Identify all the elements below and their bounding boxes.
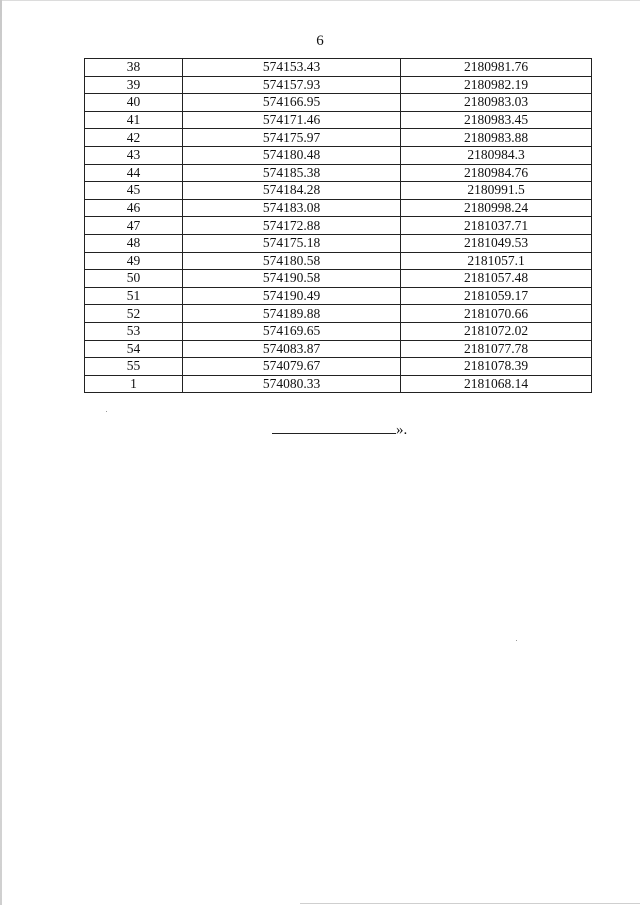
table-row: [85, 146, 592, 164]
x-coordinate-cell: 574166.95: [183, 94, 401, 112]
x-coordinate-cell: 574190.49: [183, 287, 401, 305]
point-number-cell: 42: [85, 129, 183, 147]
y-coordinate-cell: 2180998.24: [401, 199, 592, 217]
table-row: [85, 270, 592, 288]
x-coordinate-cell: 574083.87: [183, 340, 401, 358]
x-coordinate-cell: 574183.08: [183, 199, 401, 217]
table-row: [85, 182, 592, 200]
table-row: [85, 322, 592, 340]
table-row: [85, 199, 592, 217]
point-number-cell: 52: [85, 305, 183, 323]
x-coordinate-cell: 574169.65: [183, 322, 401, 340]
table-row: [85, 59, 592, 77]
point-number-cell: 55: [85, 358, 183, 376]
table-row: [85, 287, 592, 305]
signature-underline: [272, 423, 396, 434]
y-coordinate-cell: 2180991.5: [401, 182, 592, 200]
x-coordinate-cell: 574184.28: [183, 182, 401, 200]
scan-edge-top: [0, 0, 640, 1]
point-number-cell: 50: [85, 270, 183, 288]
point-number-cell: 41: [85, 111, 183, 129]
table-row: [85, 217, 592, 235]
scan-edge-left: [0, 0, 2, 905]
table-row: [85, 234, 592, 252]
x-coordinate-cell: 574171.46: [183, 111, 401, 129]
point-number-cell: 40: [85, 94, 183, 112]
table-row: [85, 358, 592, 376]
x-coordinate-cell: 574157.93: [183, 76, 401, 94]
point-number-cell: 44: [85, 164, 183, 182]
y-coordinate-cell: 2181077.78: [401, 340, 592, 358]
y-coordinate-cell: 2180981.76: [401, 59, 592, 77]
table-row: [85, 305, 592, 323]
point-number-cell: 53: [85, 322, 183, 340]
point-number-cell: 47: [85, 217, 183, 235]
x-coordinate-cell: 574079.67: [183, 358, 401, 376]
y-coordinate-cell: 2181057.1: [401, 252, 592, 270]
y-coordinate-cell: 2180984.76: [401, 164, 592, 182]
x-coordinate-cell: 574185.38: [183, 164, 401, 182]
y-coordinate-cell: 2181070.66: [401, 305, 592, 323]
point-number-cell: 48: [85, 234, 183, 252]
closing-line: [272, 422, 407, 439]
x-coordinate-cell: 574172.88: [183, 217, 401, 235]
y-coordinate-cell: 2181072.02: [401, 322, 592, 340]
x-coordinate-cell: 574190.58: [183, 270, 401, 288]
table-row: [85, 340, 592, 358]
y-coordinate-cell: 2180983.88: [401, 129, 592, 147]
coordinates-table: [84, 58, 592, 393]
point-number-cell: 51: [85, 287, 183, 305]
scan-edge-bottom: [300, 903, 640, 904]
y-coordinate-cell: 2181057.48: [401, 270, 592, 288]
y-coordinate-cell: 2180983.03: [401, 94, 592, 112]
page-number: 6: [316, 33, 324, 49]
scan-speck: [516, 640, 517, 641]
point-number-cell: 43: [85, 146, 183, 164]
x-coordinate-cell: 574175.18: [183, 234, 401, 252]
table-row: [85, 164, 592, 182]
point-number-cell: 49: [85, 252, 183, 270]
closing-quote: ».: [396, 422, 408, 438]
point-number-cell: 54: [85, 340, 183, 358]
x-coordinate-cell: 574080.33: [183, 375, 401, 393]
point-number-cell: 46: [85, 199, 183, 217]
table-row: [85, 252, 592, 270]
table-row: [85, 111, 592, 129]
y-coordinate-cell: 2181078.39: [401, 358, 592, 376]
point-number-cell: 39: [85, 76, 183, 94]
point-number-cell: 45: [85, 182, 183, 200]
x-coordinate-cell: 574180.48: [183, 146, 401, 164]
y-coordinate-cell: 2180982.19: [401, 76, 592, 94]
x-coordinate-cell: 574180.58: [183, 252, 401, 270]
coordinates-table-body: [85, 59, 592, 393]
table-row: [85, 76, 592, 94]
y-coordinate-cell: 2180983.45: [401, 111, 592, 129]
table-row: [85, 129, 592, 147]
y-coordinate-cell: 2181068.14: [401, 375, 592, 393]
scan-speck: [106, 411, 107, 412]
point-number-cell: 1: [85, 375, 183, 393]
y-coordinate-cell: 2180984.3: [401, 146, 592, 164]
x-coordinate-cell: 574153.43: [183, 59, 401, 77]
x-coordinate-cell: 574189.88: [183, 305, 401, 323]
table-row: [85, 94, 592, 112]
x-coordinate-cell: 574175.97: [183, 129, 401, 147]
table-row: [85, 375, 592, 393]
y-coordinate-cell: 2181037.71: [401, 217, 592, 235]
y-coordinate-cell: 2181059.17: [401, 287, 592, 305]
y-coordinate-cell: 2181049.53: [401, 234, 592, 252]
point-number-cell: 38: [85, 59, 183, 77]
